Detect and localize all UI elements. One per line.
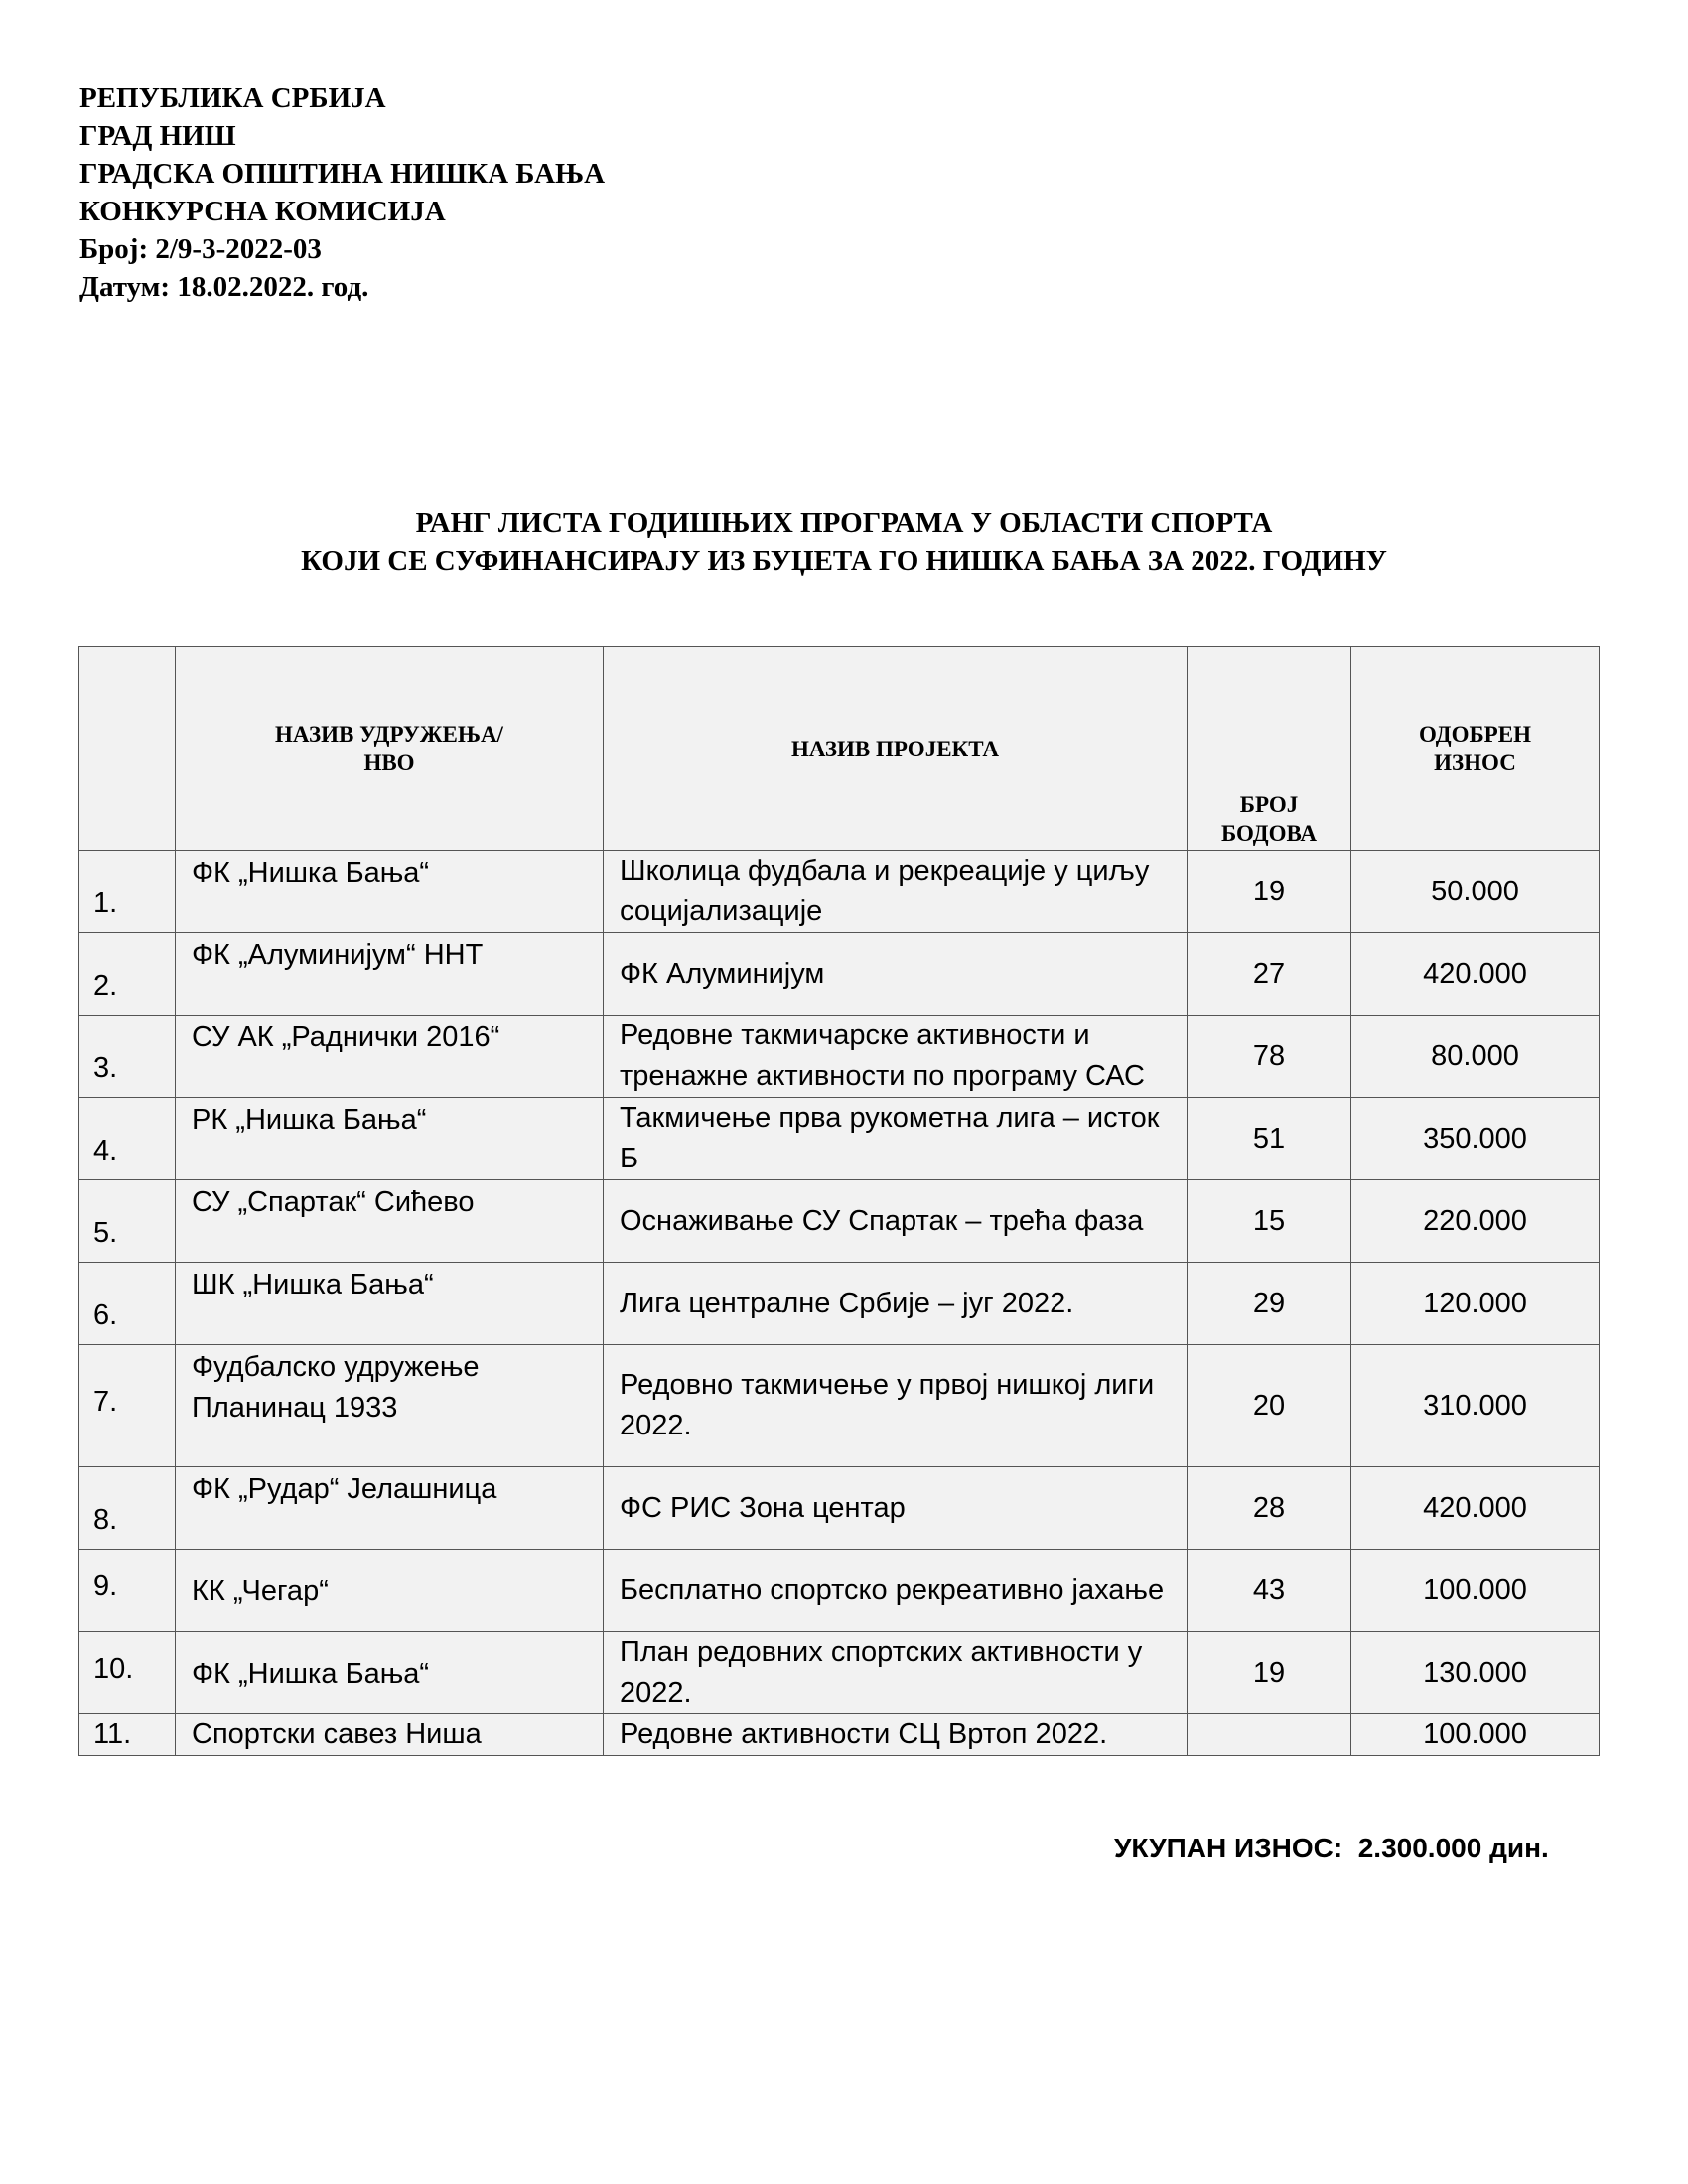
header-org-line2: НВО (363, 751, 415, 775)
row-number: 8. (79, 1467, 176, 1550)
table-row (79, 1016, 1600, 1098)
row-points: 27 (1188, 933, 1351, 1016)
row-number: 5. (79, 1180, 176, 1263)
row-points: 15 (1188, 1180, 1351, 1263)
header-amount-line1: ОДОБРЕН (1419, 722, 1531, 747)
row-amount: 120.000 (1351, 1263, 1600, 1345)
row-amount: 100.000 (1351, 1550, 1600, 1632)
row-project: ФК Алуминијум (604, 933, 1188, 1016)
title-line-2: КОЈИ СЕ СУФИНАНСИРАЈУ ИЗ БУЏЕТА ГО НИШКА БАЊА ЗА 2022. ГОДИНУ (301, 545, 1387, 577)
row-number: 3. (79, 1016, 176, 1098)
row-organization: ШК „Нишка Бања“ (176, 1263, 604, 1345)
row-project: Школица фудбала и рекреације у циљу социјализације (604, 851, 1188, 933)
header-points-line1: БРОЈ (1239, 792, 1299, 817)
header-city: ГРАД НИШ (79, 120, 236, 152)
table-row (79, 1180, 1600, 1263)
row-organization: ФК „Нишка Бања“ (176, 851, 604, 933)
header-org-line1: НАЗИВ УДРУЖЕЊА/ (275, 722, 503, 747)
table-row (79, 1632, 1600, 1714)
row-project: Бесплатно спортско рекреативно јахање (604, 1550, 1188, 1632)
row-number: 9. (79, 1550, 176, 1632)
row-organization: Спортски савез Ниша (176, 1714, 604, 1756)
row-organization: ФК „Рудар“ Јелашница (176, 1467, 604, 1550)
total-amount: УКУПАН ИЗНОС: 2.300.000 дин. (1114, 1833, 1549, 1863)
row-project: Такмичење прва рукометна лига – исток Б (604, 1098, 1188, 1180)
row-number: 10. (79, 1632, 176, 1714)
row-amount: 420.000 (1351, 933, 1600, 1016)
ranking-table (78, 646, 1600, 1756)
row-organization: КК „Чегар“ (176, 1550, 604, 1632)
row-amount: 350.000 (1351, 1098, 1600, 1180)
header-amount-line2: ИЗНОС (1434, 751, 1516, 775)
table-row (79, 933, 1600, 1016)
table-row (79, 1550, 1600, 1632)
row-organization: РК „Нишка Бања“ (176, 1098, 604, 1180)
row-amount: 100.000 (1351, 1714, 1600, 1756)
row-amount: 310.000 (1351, 1345, 1600, 1467)
row-number: 1. (79, 851, 176, 933)
header-number: Број: 2/9-3-2022-03 (79, 233, 322, 265)
row-points: 19 (1188, 1632, 1351, 1714)
row-points: 19 (1188, 851, 1351, 933)
header-country: РЕПУБЛИКА СРБИЈА (79, 82, 386, 114)
row-project: Редовно такмичење у првој нишкој лиги 2022. (604, 1345, 1188, 1467)
row-organization: ФК „Нишка Бања“ (176, 1632, 604, 1714)
table-row (79, 1098, 1600, 1180)
table-header-row (79, 647, 1600, 851)
header-number-cell (79, 647, 176, 851)
row-project: ФС РИС Зона центар (604, 1467, 1188, 1550)
header-commission: КОНКУРСНА КОМИСИЈА (79, 196, 446, 227)
row-number: 2. (79, 933, 176, 1016)
row-number: 7. (79, 1345, 176, 1467)
header-municipality: ГРАДСКА ОПШТИНА НИШКА БАЊА (79, 158, 606, 190)
row-organization: СУ „Спартак“ Сићево (176, 1180, 604, 1263)
row-points: 29 (1188, 1263, 1351, 1345)
row-points (1188, 1714, 1351, 1756)
table-row (79, 1467, 1600, 1550)
row-points: 28 (1188, 1467, 1351, 1550)
row-project: Редовне активности СЦ Вртоп 2022. (604, 1714, 1188, 1756)
row-organization: Фудбалско удружење Планинац 1933 (176, 1345, 604, 1467)
row-amount: 130.000 (1351, 1632, 1600, 1714)
row-organization: ФК „Алуминијум“ ННТ (176, 933, 604, 1016)
row-number: 11. (79, 1714, 176, 1756)
title-line-1: РАНГ ЛИСТА ГОДИШЊИХ ПРОГРАМА У ОБЛАСТИ СПОРТА (415, 507, 1273, 539)
row-number: 6. (79, 1263, 176, 1345)
row-points: 51 (1188, 1098, 1351, 1180)
header-project-cell (604, 647, 1188, 851)
header-points-cell (1188, 647, 1351, 851)
row-amount: 220.000 (1351, 1180, 1600, 1263)
row-organization: СУ АК „Раднички 2016“ (176, 1016, 604, 1098)
table-row (79, 1263, 1600, 1345)
header-project-label: НАЗИВ ПРОЈЕКТА (790, 736, 1000, 761)
document-title (0, 504, 1688, 580)
row-amount: 50.000 (1351, 851, 1600, 933)
row-project: Лига централне Србије – југ 2022. (604, 1263, 1188, 1345)
row-amount: 80.000 (1351, 1016, 1600, 1098)
row-project: План редовних спортских активности у 2022. (604, 1632, 1188, 1714)
row-amount: 420.000 (1351, 1467, 1600, 1550)
header-amount-cell (1351, 647, 1600, 851)
row-points: 20 (1188, 1345, 1351, 1467)
header-points-line2: БОДОВА (1220, 821, 1317, 846)
row-number: 4. (79, 1098, 176, 1180)
table-row (79, 1714, 1600, 1756)
row-points: 43 (1188, 1550, 1351, 1632)
table-row (79, 851, 1600, 933)
row-project: Редовне такмичарске активности и тренажне активности по програму САС (604, 1016, 1188, 1098)
header-organization-cell (176, 647, 604, 851)
row-points: 78 (1188, 1016, 1351, 1098)
header-date: Датум: 18.02.2022. год. (79, 271, 369, 303)
document-header (79, 79, 605, 306)
row-project: Оснаживање СУ Спартак – трећа фаза (604, 1180, 1188, 1263)
table-row (79, 1345, 1600, 1467)
